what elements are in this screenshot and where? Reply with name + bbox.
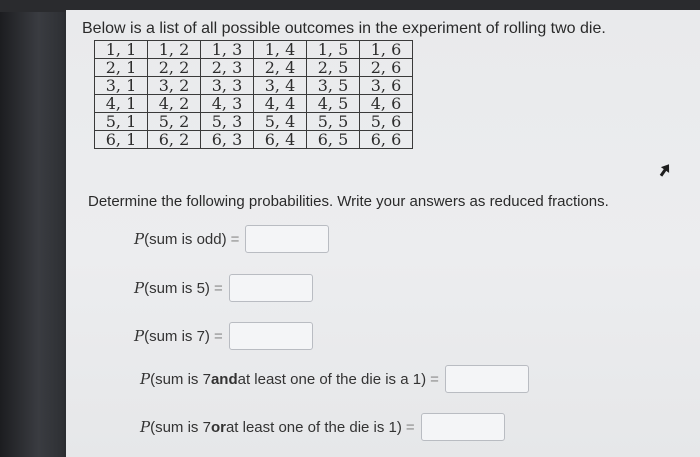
outcome-cell: 1, 6	[360, 41, 413, 59]
outcome-cell: 5, 6	[360, 113, 413, 131]
outcome-cell: 4, 3	[201, 95, 254, 113]
outcome-cell: 3, 4	[254, 77, 307, 95]
table-row	[95, 77, 413, 95]
outcome-cell: 1, 1	[95, 41, 148, 59]
outcome-cell: 1, 4	[254, 41, 307, 59]
outcome-cell: 2, 2	[148, 59, 201, 77]
outcome-cell: 6, 6	[360, 131, 413, 149]
outcome-cell: 4, 6	[360, 95, 413, 113]
outcome-cell: 6, 1	[95, 131, 148, 149]
intro-text: Below is a list of all possible outcomes in the experiment of rolling two die.	[82, 20, 606, 37]
outcome-cell: 4, 2	[148, 95, 201, 113]
answer-input-sum-7-and-1[interactable]	[445, 365, 529, 393]
prob-label-bold: or	[210, 418, 226, 436]
prob-sum-7-or-die-1	[140, 413, 505, 441]
prob-sum-7-and-die-1	[140, 365, 529, 393]
outcome-cell: 2, 3	[201, 59, 254, 77]
prob-label: (sum is 5)	[144, 279, 210, 297]
outcome-cell: 2, 6	[360, 59, 413, 77]
outcome-cell: 5, 1	[95, 113, 148, 131]
prob-label-post: at least one of the die is a 1)	[237, 370, 427, 388]
equals-sign: =	[430, 370, 439, 388]
outcome-cell: 5, 3	[201, 113, 254, 131]
prob-sum-odd	[134, 225, 329, 253]
outcome-cell: 6, 3	[201, 131, 254, 149]
outcome-cell: 3, 5	[307, 77, 360, 95]
outcome-cell: 1, 3	[201, 41, 254, 59]
prob-label-bold: and	[210, 370, 238, 388]
outcome-cell: 2, 5	[307, 59, 360, 77]
outcome-cell: 5, 4	[254, 113, 307, 131]
outcome-cell: 4, 1	[95, 95, 148, 113]
p-symbol: P	[140, 418, 151, 436]
p-symbol: P	[134, 279, 145, 297]
outcome-cell: 6, 2	[148, 131, 201, 149]
answer-input-sum-7-or-1[interactable]	[421, 413, 505, 441]
outcome-cell: 3, 6	[360, 77, 413, 95]
outcome-cell: 5, 5	[307, 113, 360, 131]
answer-input-sum-odd[interactable]	[245, 225, 329, 253]
p-symbol: P	[134, 230, 145, 248]
p-symbol: P	[134, 327, 145, 345]
outcome-cell: 6, 5	[307, 131, 360, 149]
equals-sign: =	[213, 327, 223, 345]
equals-sign: =	[405, 418, 415, 436]
table-row	[95, 95, 413, 113]
prob-label-pre: (sum is 7	[150, 370, 211, 388]
outcomes-table	[94, 40, 413, 149]
screen	[66, 10, 700, 457]
outcome-cell: 3, 2	[148, 77, 201, 95]
table-row	[95, 59, 413, 77]
outcome-cell: 3, 1	[95, 77, 148, 95]
table-row	[95, 113, 413, 131]
monitor-bezel	[0, 0, 64, 457]
outcome-cell: 2, 4	[254, 59, 307, 77]
outcome-cell: 1, 5	[307, 41, 360, 59]
outcome-cell: 4, 5	[307, 95, 360, 113]
prob-sum-5	[134, 274, 313, 302]
prob-label-post: at least one of the die is 1)	[225, 418, 402, 436]
outcome-cell: 4, 4	[254, 95, 307, 113]
prob-sum-7	[134, 322, 313, 350]
prob-label: (sum is odd)	[144, 230, 227, 248]
p-symbol: P	[140, 370, 151, 388]
answer-input-sum-7[interactable]	[229, 322, 313, 350]
outcome-cell: 5, 2	[148, 113, 201, 131]
table-row	[95, 131, 413, 149]
outcome-cell: 1, 2	[148, 41, 201, 59]
prob-label-pre: (sum is 7	[150, 418, 211, 436]
outcome-cell: 3, 3	[201, 77, 254, 95]
outcome-cell: 6, 4	[254, 131, 307, 149]
outcome-cell: 2, 1	[95, 59, 148, 77]
arrow-cursor-icon	[658, 162, 672, 178]
equals-sign: =	[213, 279, 223, 297]
answer-input-sum-5[interactable]	[229, 274, 313, 302]
table-row	[95, 41, 413, 59]
equals-sign: =	[230, 230, 240, 248]
prob-label: (sum is 7)	[144, 327, 210, 345]
question-text: Determine the following probabilities. Write your answers as reduced fractions.	[88, 193, 609, 210]
